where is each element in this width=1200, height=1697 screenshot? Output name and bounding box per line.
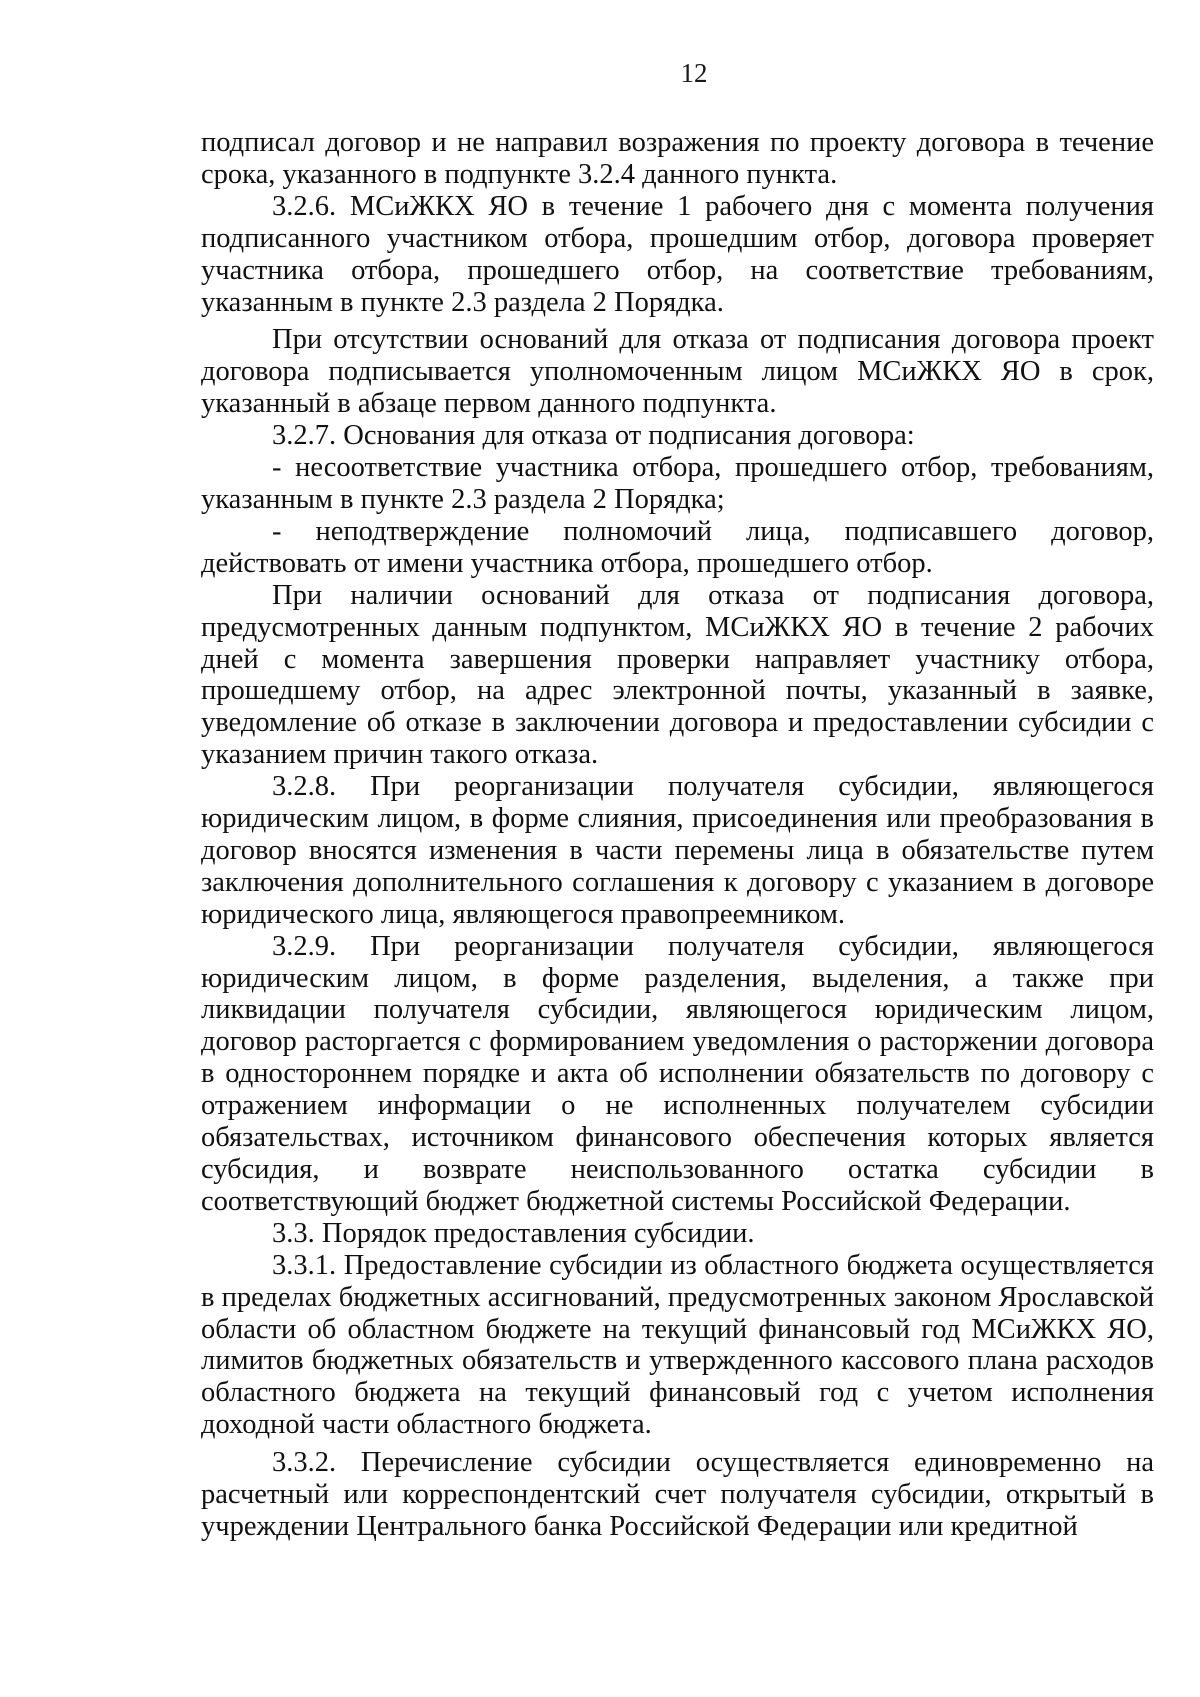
paragraph-3-2-8: 3.2.8. При реорганизации получателя субсидии, являющегося юридическим лицом, в форме слияния, присоединения или преобразования в договор вносятся изменения в части перемены лица в обязательстве путем заключения дополнительного соглашения к договору с указанием в договоре юридического лица, являющегося правопреемником. — [201, 771, 1154, 930]
list-item-nonconformity: - несоответствие участника отбора, прошедшего отбор, требованиям, указанным в пункте 2.3 раздела 2 Порядка; — [201, 452, 1154, 515]
paragraph-3-2-9: 3.2.9. При реорганизации получателя субсидии, являющегося юридическим лицом, в форме разделения, выделения, а также при ликвидации получателя субсидии, являющегося юридическим лицом, договор расторгается с формированием уведомления о расторжении договора в одностороннем порядке и акта об исполнении обязательств по договору с отражением информации о не исполненных получателем субсидии обязательствах, источником финансового обеспечения которых является субсидия, и возврате неиспользованного остатка субсидии в соответствующий бюджет бюджетной системы Российской Федерации. — [201, 930, 1154, 1217]
document-body — [201, 127, 1154, 1543]
paragraph-3-3-1: 3.3.1. Предоставление субсидии из областного бюджета осуществляется в пределах бюджетных ассигнований, предусмотренных законом Ярославской области об областном бюджете на текущий финансовый год МСиЖКХ ЯО, лимитов бюджетных обязательств и утвержденного кассового плана расходов областного бюджета на текущий финансовый год с учетом исполнения доходной части областного бюджета. — [201, 1249, 1154, 1441]
paragraph-3-2-6: 3.2.6. МСиЖКХ ЯО в течение 1 рабочего дня с момента получения подписанного участником отбора, прошедшим отбор, договора проверяет участника отбора, прошедшего отбор, на соответствие требованиям, указанным в пункте 2.3 раздела 2 Порядка. — [201, 190, 1154, 318]
paragraph-3-3-2: 3.3.2. Перечисление субсидии осуществляется единовременно на расчетный или корреспондентский счет получателя субсидии, открытый в учреждении Центрального банка Российской Федерации или кредитной — [201, 1447, 1154, 1542]
paragraph-signing: При отсутствии оснований для отказа от подписания договора проект договора подписывается уполномоченным лицом МСиЖКХ ЯО в срок, указанный в абзаце первом данного подпункта. — [201, 324, 1154, 420]
list-item-authority: - неподтверждение полномочий лица, подписавшего договор, действовать от имени участника отбора, прошедшего отбор. — [201, 515, 1154, 579]
paragraph-3-2-7: 3.2.7. Основания для отказа от подписания договора: — [272, 420, 915, 452]
paragraph-continuation: подписал договор и не направил возражения по проекту договора в течение срока, указанного в подпункте 3.2.4 данного пункта. — [201, 127, 1154, 190]
paragraph-refusal-notice: При наличии оснований для отказа от подписания договора, предусмотренных данным подпунктом, МСиЖКХ ЯО в течение 2 рабочих дней с момента завершения проверки направляет участнику отбора, прошедшему отбор, на адрес электронной почты, указанный в заявке, уведомление об отказе в заключении договора и предоставлении субсидии с указанием причин такого отказа. — [201, 579, 1154, 771]
paragraph-3-3: 3.3. Порядок предоставления субсидии. — [272, 1217, 755, 1249]
page-number: 12 — [680, 58, 708, 88]
